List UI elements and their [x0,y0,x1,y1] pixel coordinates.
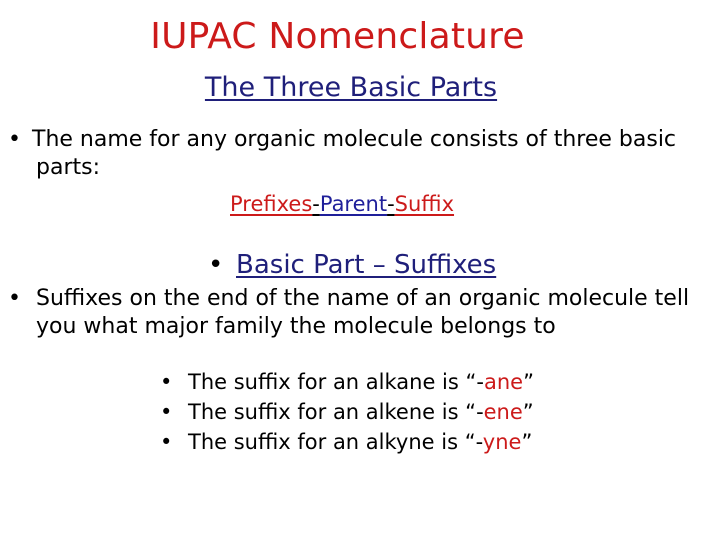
suffix-value: ane [483,370,524,394]
bullet-marker: • [8,286,21,311]
quote-close: ” [523,370,534,394]
separator: - [387,192,395,216]
suffix-item-text: The suffix for an alkane is “- [188,370,484,394]
bullet-marker: • [160,430,173,454]
separator: - [312,192,320,216]
bullet-suffix-description [8,285,689,313]
prefix-label: Prefixes [230,192,313,216]
page-subtitle: The Three Basic Parts [204,72,498,103]
bullet-text-line1: The name for any organic molecule consists of three basic [32,127,677,152]
suffix-label: Suffix [394,192,455,216]
bullet-name-parts [8,126,676,154]
bullet-marker: • [208,250,224,280]
section-heading-label: Basic Part – Suffixes [236,250,497,280]
bullet-text-line2: you what major family the molecule belongs to [36,314,556,339]
name-parts-formula [230,190,454,218]
suffix-item-text: The suffix for an alkyne is “- [188,430,483,454]
bullet-text-line2: parts: [36,155,100,180]
suffix-list-item-alkene [160,398,534,426]
bullet-text-line1: Suffixes on the end of the name of an organic molecule tell [36,286,690,311]
suffix-item-text: The suffix for an alkene is “- [188,400,484,424]
bullet-marker: • [8,127,21,152]
suffix-value: ene [483,400,523,424]
bullet-marker: • [160,370,173,394]
section-heading [208,249,496,281]
suffix-list-item-alkyne [160,428,532,456]
bullet-marker: • [160,400,173,424]
quote-close: ” [522,400,534,424]
quote-close: ” [521,430,533,454]
page-title: IUPAC Nomenclature [150,16,525,57]
parent-label: Parent [319,192,388,216]
suffix-value: yne [482,430,522,454]
suffix-list-item-alkane [160,368,534,396]
